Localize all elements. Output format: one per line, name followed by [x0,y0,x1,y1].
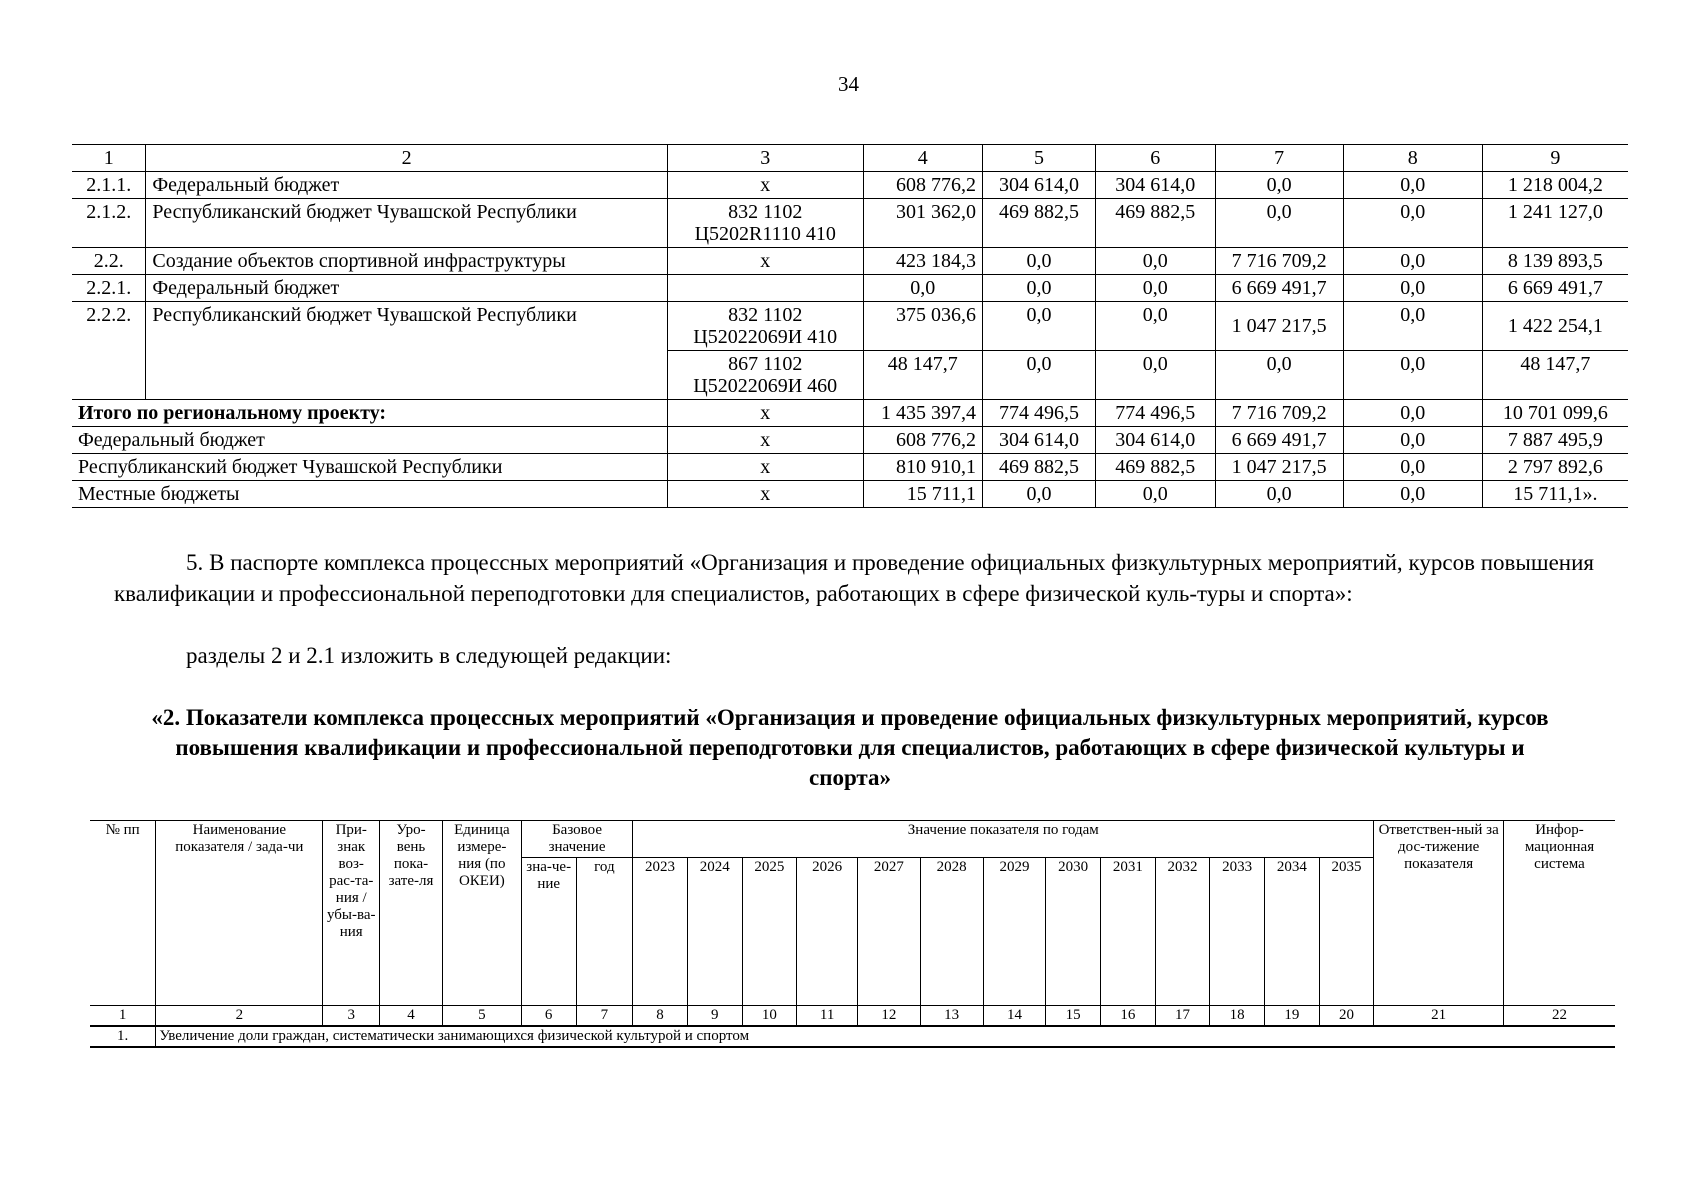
column-number: 12 [857,1006,920,1027]
value-cell: 375 036,6 [863,302,983,351]
header-values-by-year: Значение показателя по годам [633,821,1374,858]
year-header: 2028 [920,858,983,1006]
value-cell: 0,0 [983,248,1096,275]
year-header: 2023 [633,858,688,1006]
row-code: х [667,427,863,454]
value-cell: 0,0 [1096,481,1216,508]
year-header: 2024 [687,858,742,1006]
table-row [72,199,1628,248]
value-cell: 469 882,5 [983,199,1096,248]
column-number: 18 [1210,1006,1265,1027]
value-cell: 0,0 [1343,199,1482,248]
value-cell: 608 776,2 [863,172,983,199]
row-code: х [667,481,863,508]
value-cell: 304 614,0 [1096,172,1216,199]
value-cell: 0,0 [1343,302,1482,351]
header-responsible: Ответствен-ный за дос-тижение показателя [1374,821,1504,1006]
value-cell: 0,0 [1215,172,1343,199]
value-cell: 7 716 709,2 [1215,400,1343,427]
row-code: х [667,400,863,427]
table-row [72,248,1628,275]
funding-table [72,144,1628,508]
table-row [72,172,1628,199]
value-cell: 2 797 892,6 [1482,454,1628,481]
year-header: 2034 [1265,858,1320,1006]
total-label: Итого по региональному проекту: [72,400,667,427]
row-name: Федеральный бюджет [146,172,668,199]
row-task-text: Увеличение доли граждан, систематически занимающихся физической культурой и спортом [156,1026,1615,1047]
value-cell: 0,0 [983,275,1096,302]
value-cell: 469 882,5 [1096,199,1216,248]
column-numbers-row [90,1006,1615,1027]
value-cell: 0,0 [1343,172,1482,199]
value-cell: 0,0 [1343,275,1482,302]
header-unit: Единица измере-ния (по ОКЕИ) [442,821,521,1006]
value-cell: 0,0 [1096,275,1216,302]
value-cell: 301 362,0 [863,199,983,248]
value-cell: 0,0 [1343,248,1482,275]
column-number: 3 [323,1006,380,1027]
row-code: х [667,454,863,481]
value-cell: 469 882,5 [983,454,1096,481]
year-header: 2030 [1046,858,1101,1006]
total-row [72,454,1628,481]
column-number: 7 [576,1006,633,1027]
header-cell: 4 [863,145,983,172]
value-cell: 1 047 217,5 [1215,454,1343,481]
row-code: 832 1102 Ц5202R1110 410 [667,199,863,248]
header-cell: 2 [146,145,668,172]
value-cell: 810 910,1 [863,454,983,481]
page-number: 34 [838,72,859,96]
value-cell: 304 614,0 [983,172,1096,199]
header-cell: 5 [983,145,1096,172]
total-label: Местные бюджеты [72,481,667,508]
value-cell: 1 422 254,1 [1482,302,1628,351]
value-cell: 0,0 [1215,351,1343,400]
header-name: Наименование показателя / зада-чи [156,821,323,1006]
row-code: х [667,248,863,275]
value-cell: 0,0 [863,275,983,302]
header-cell: 6 [1096,145,1216,172]
column-number: 8 [633,1006,688,1027]
section-heading: «2. Показатели комплекса процессных мероприятий «Организация и проведение официальных физкультурных мероприятий, курсов повышения квалификации и профессиональной переподготовки для специалистов, работающих в сфере физической культуры и спорта» [151,705,1549,790]
value-cell: 48 147,7 [1482,351,1628,400]
row-number: 2.2.2. [72,302,146,400]
year-header: 2026 [797,858,858,1006]
year-header: 2031 [1101,858,1156,1006]
column-number: 6 [521,1006,576,1027]
table-row [72,275,1628,302]
column-number: 19 [1265,1006,1320,1027]
column-number: 1 [90,1006,156,1027]
year-header: 2025 [742,858,797,1006]
header-cell: 1 [72,145,146,172]
column-number: 13 [920,1006,983,1027]
value-cell: 0,0 [1343,400,1482,427]
total-label: Федеральный бюджет [72,427,667,454]
row-number: 1. [90,1026,156,1047]
value-cell: 0,0 [1215,481,1343,508]
row-name: Федеральный бюджет [146,275,668,302]
total-row [72,427,1628,454]
value-cell: 304 614,0 [983,427,1096,454]
header-base: Базовое значение [521,821,632,858]
table-header-row [90,821,1615,858]
value-cell: 608 776,2 [863,427,983,454]
row-code: 832 1102 Ц52022069И 410 [667,302,863,351]
total-label: Республиканский бюджет Чувашской Республики [72,454,667,481]
row-code: х [667,172,863,199]
value-cell: 1 047 217,5 [1215,302,1343,351]
header-sign: При-знак воз-рас-та-ния / убы-ва-ния [323,821,380,1006]
header-level: Уро-вень пока-зате-ля [380,821,443,1006]
year-header: 2027 [857,858,920,1006]
table-row [90,1026,1615,1047]
row-name: Республиканский бюджет Чувашской Республики [146,302,668,400]
header-cell: 3 [667,145,863,172]
table-row [72,302,1628,351]
value-cell: 7 716 709,2 [1215,248,1343,275]
year-header: 2035 [1319,858,1374,1006]
value-cell: 1 218 004,2 [1482,172,1628,199]
column-number: 16 [1101,1006,1156,1027]
column-number: 10 [742,1006,797,1027]
header-base-year: год [576,858,633,1006]
value-cell: 0,0 [983,351,1096,400]
header-base-value: зна-че-ние [521,858,576,1006]
value-cell: 15 711,1 [863,481,983,508]
row-code: 867 1102 Ц52022069И 460 [667,351,863,400]
column-number: 20 [1319,1006,1374,1027]
column-number: 22 [1503,1006,1615,1027]
row-name: Республиканский бюджет Чувашской Республики [146,199,668,248]
value-cell: 8 139 893,5 [1482,248,1628,275]
column-number: 21 [1374,1006,1504,1027]
value-cell: 304 614,0 [1096,427,1216,454]
table-header-row [72,145,1628,172]
row-number: 2.2. [72,248,146,275]
row-code [667,275,863,302]
value-cell: 6 669 491,7 [1215,427,1343,454]
total-row [72,400,1628,427]
header-num: № пп [90,821,156,1006]
column-number: 15 [1046,1006,1101,1027]
value-cell: 774 496,5 [1096,400,1216,427]
header-cell: 9 [1482,145,1628,172]
indicators-table [90,820,1615,1048]
value-cell: 0,0 [1096,248,1216,275]
header-cell: 7 [1215,145,1343,172]
value-cell: 0,0 [983,302,1096,351]
year-header: 2033 [1210,858,1265,1006]
column-number: 11 [797,1006,858,1027]
value-cell: 0,0 [1343,481,1482,508]
column-number: 2 [156,1006,323,1027]
row-name: Создание объектов спортивной инфраструктуры [146,248,668,275]
value-cell: 6 669 491,7 [1482,275,1628,302]
paragraph-sections: разделы 2 и 2.1 изложить в следующей редакции: [186,643,672,668]
header-info-system: Инфор-мационная система [1503,821,1615,1006]
year-header: 2032 [1155,858,1210,1006]
column-number: 9 [687,1006,742,1027]
total-row [72,481,1628,508]
row-number: 2.1.2. [72,199,146,248]
paragraph-amendment: 5. В паспорте комплекса процессных мероприятий «Организация и проведение официальных физкультурных мероприятий, курсов повышения квалификации и профессиональной переподготовки для специалистов, работающих в сфере физической куль-туры и спорта»: [114,550,1594,606]
column-number: 5 [442,1006,521,1027]
value-cell: 469 882,5 [1096,454,1216,481]
value-cell: 1 435 397,4 [863,400,983,427]
value-cell: 6 669 491,7 [1215,275,1343,302]
column-number: 17 [1155,1006,1210,1027]
value-cell: 0,0 [983,481,1096,508]
value-cell: 1 241 127,0 [1482,199,1628,248]
value-cell: 10 701 099,6 [1482,400,1628,427]
value-cell: 423 184,3 [863,248,983,275]
year-header: 2029 [983,858,1046,1006]
column-number: 14 [983,1006,1046,1027]
value-cell: 0,0 [1343,351,1482,400]
value-cell: 0,0 [1096,351,1216,400]
value-cell: 7 887 495,9 [1482,427,1628,454]
row-number: 2.2.1. [72,275,146,302]
value-cell: 774 496,5 [983,400,1096,427]
row-number: 2.1.1. [72,172,146,199]
value-cell: 0,0 [1215,199,1343,248]
value-cell: 15 711,1». [1482,481,1628,508]
header-cell: 8 [1343,145,1482,172]
value-cell: 48 147,7 [863,351,983,400]
value-cell: 0,0 [1343,454,1482,481]
value-cell: 0,0 [1343,427,1482,454]
column-number: 4 [380,1006,443,1027]
value-cell: 0,0 [1096,302,1216,351]
